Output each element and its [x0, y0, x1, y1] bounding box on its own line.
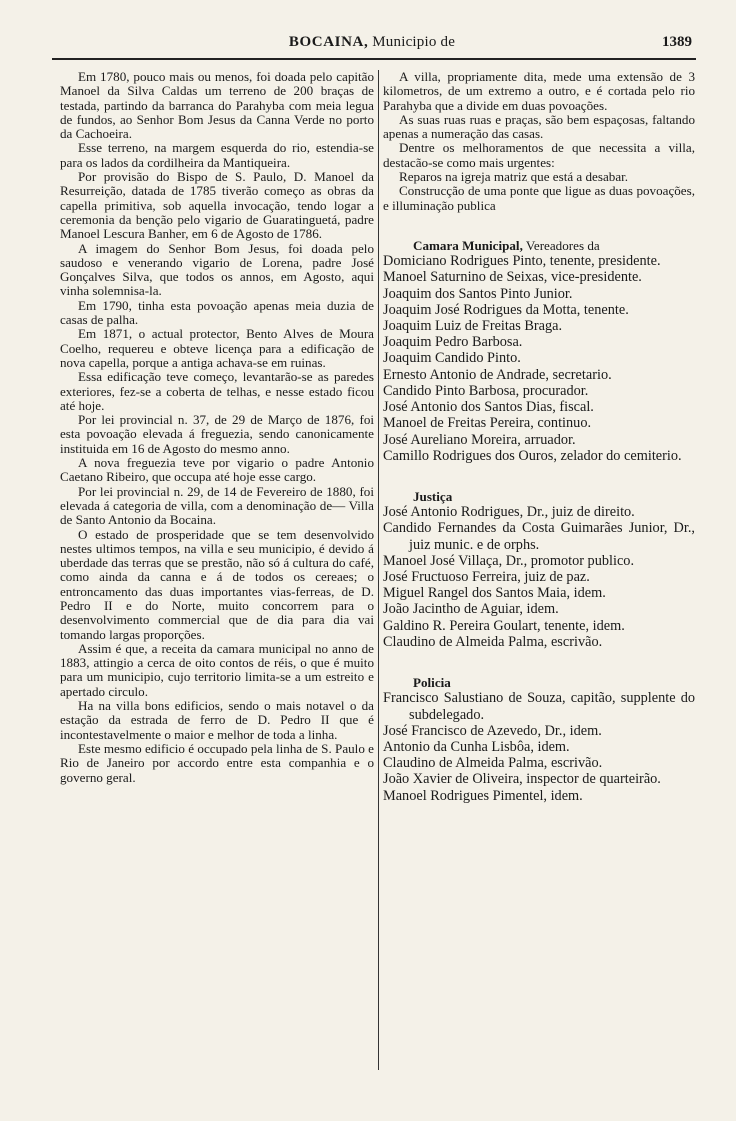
- paragraph: A imagem do Senhor Bom Jesus, foi doada pelo saudoso e venerando vigario de Lorena, padre José Gonçalves Silva, que todos os annos, em Agosto, aqui vinha solemnisa-la.: [60, 240, 374, 299]
- paragraph: Ha na villa bons edificios, sendo o mais notavel o da estação da estrada de ferro de D. Pedro II que é incontestavelmente o maior e melhor de toda a linha.: [60, 698, 374, 742]
- title-place: BOCAINA,: [288, 34, 369, 50]
- camara-heading-rest: Vereadores da: [522, 237, 600, 253]
- list-item: José Aureliano Moreira, arruador.: [383, 431, 576, 448]
- justica-heading-text: Justiça: [413, 488, 453, 504]
- list-item: José Antonio Rodrigues, Dr., juiz de direito.: [383, 504, 635, 521]
- right-column: [383, 70, 695, 804]
- list-item: João Jacintho de Aguiar, idem.: [383, 601, 559, 618]
- justica-members: [383, 504, 695, 650]
- paragraph: A nova freguezia teve por vigario o padre Antonio Caetano Ribeiro, que occupa até hoje esse cargo.: [60, 455, 374, 485]
- list-item: Claudino de Almeida Palma, escrivão.: [383, 755, 603, 772]
- list-item: José Fructuoso Ferreira, juiz de paz.: [383, 569, 590, 586]
- list-item: Manoel de Freitas Pereira, continuo.: [383, 415, 592, 432]
- list-item: João Xavier de Oliveira, inspector de quarteirão.: [383, 771, 661, 788]
- paragraph: Por provisão do Bispo de S. Paulo, D. Manoel da Resurreição, datada de 1785 tiverão começo as obras da capella primitiva, sob aquella invocação, tendo logar a ceremonia da benção pelo vigario de Guaratinguetá, padre Manoel Lescura Banher, em 6 de Agosto de 1786.: [60, 169, 374, 242]
- list-item: Joaquim dos Santos Pinto Junior.: [383, 285, 573, 302]
- paragraph: Em 1780, pouco mais ou menos, foi doada pelo capitão Manoel da Silva Caldas um terreno de 200 braças de testada, partindo da barranca do Parahyba com meia legua de fundos, ao Senhor Bom Jesus da Canna Verde no porto da Cachoeira.: [60, 69, 374, 142]
- list-item: Joaquim Pedro Barbosa.: [383, 334, 523, 351]
- list-item: Joaquim Luiz de Freitas Braga.: [383, 318, 563, 335]
- paragraph: Em 1790, tinha esta povoação apenas meia duzia de casas de palha.: [60, 297, 374, 328]
- list-item: Manoel Saturnino de Seixas, vice-presidente.: [383, 269, 642, 286]
- list-item: Claudino de Almeida Palma, escrivão.: [383, 633, 603, 650]
- paragraph: Por lei provincial n. 37, de 29 de Março de 1876, foi esta povoação elevada á freguezia, sendo canonicamente instituida em 16 de Agosto do mesmo anno.: [60, 412, 374, 456]
- paragraph: Por lei provincial n. 29, de 14 de Fevereiro de 1880, foi elevada á categoria de villa, com a denominação de— Villa de Santo Antonio da Bocaina.: [60, 483, 374, 528]
- paragraph: Construcção de uma ponte que ligue as duas povoações, e illuminação publica: [383, 183, 695, 213]
- camara-heading: [383, 239, 695, 253]
- camara-heading-bold: Camara Municipal,: [413, 237, 523, 253]
- paragraph: A villa, propriamente dita, mede uma extensão de 3 kilometros, de um extremo a outro, e é cortada pelo rio Parahyba que a divide em duas povoações.: [383, 69, 695, 113]
- list-item: Domiciano Rodrigues Pinto, tenente, presidente.: [383, 253, 661, 270]
- list-item: Joaquim José Rodrigues da Motta, tenente.: [383, 301, 629, 318]
- list-item: Camillo Rodrigues dos Ouros, zelador do cemiterio.: [383, 447, 682, 464]
- page-number: 1389: [662, 34, 692, 50]
- list-item: José Francisco de Azevedo, Dr., idem.: [383, 722, 602, 739]
- header-rule: [52, 58, 696, 60]
- page-header: [52, 34, 692, 56]
- paragraph: Em 1871, o actual protector, Bento Alves de Moura Coelho, requereu e obteve licença para a edificação de nova capella, porque a antiga achava-se em ruinas.: [60, 326, 374, 370]
- list-item: Manoel Rodrigues Pimentel, idem.: [383, 787, 583, 804]
- list-item: Candido Fernandes da Costa Guimarães Junior, Dr., juiz munic. e de orphs.: [383, 520, 695, 553]
- list-item: Manoel José Villaça, Dr., promotor publico.: [383, 552, 635, 569]
- paragraph: Dentre os melhoramentos de que necessita a villa, destacão-se como mais urgentes:: [383, 140, 695, 170]
- list-item: Ernesto Antonio de Andrade, secretario.: [383, 366, 612, 383]
- list-item: Antonio da Cunha Lisbôa, idem.: [383, 738, 570, 755]
- justica-heading: [383, 490, 695, 504]
- policia-members: [383, 690, 695, 803]
- list-item: Francisco Salustiano de Souza, capitão, supplente do subdelegado.: [383, 690, 695, 723]
- camara-members: [383, 253, 695, 464]
- paragraph: As suas ruas ruas e praças, são bem espaçosas, faltando apenas a numeração das casas.: [383, 111, 695, 142]
- policia-heading-text: Policia: [413, 675, 451, 691]
- list-item: Joaquim Candido Pinto.: [383, 350, 521, 367]
- policia-heading: [383, 676, 695, 690]
- paragraph: Esse terreno, na margem esquerda do rio, estendia-se para os lados da cordilheira da Mantiqueira.: [60, 140, 374, 170]
- list-item: Candido Pinto Barbosa, procurador.: [383, 382, 589, 399]
- paragraph: Reparos na igreja matriz que está a desabar.: [399, 169, 629, 185]
- title-rest: Municipio de: [368, 34, 456, 50]
- paragraph: Essa edificação teve começo, levantarão-se as paredes exteriores, fez-se a coberta de telhas, e nesse estado ficou até hoje.: [60, 369, 374, 413]
- paragraph: Assim é que, a receita da camara municipal no anno de 1883, attingio a cerca de oito contos de réis, o que é muito para um municipio, cujo territorio limita-se a um estreito e apertado circulo.: [60, 640, 374, 699]
- list-item: José Antonio dos Santos Dias, fiscal.: [383, 399, 594, 416]
- column-divider: [378, 70, 379, 1070]
- paragraph: Este mesmo edificio é occupado pela linha de S. Paulo e Rio de Janeiro por accordo entre esta companhia e o governo geral.: [60, 740, 374, 785]
- left-column: [60, 70, 374, 785]
- list-item: Galdino R. Pereira Goulart, tenente, idem.: [383, 617, 625, 634]
- list-item: Miguel Rangel dos Santos Maia, idem.: [383, 585, 606, 602]
- running-title: [52, 34, 692, 51]
- paragraph: O estado de prosperidade que se tem desenvolvido nestes ultimos tempos, na villa e seu municipio, é devido á uberdade das terras que se prestão, não só á cultura do café, como ainda da canna e á de todos os cereaes; o entroncamento das duas importantes vias-ferreas, de D. Pedro II e do Norte, muito concorrem para o desenvolvimento commercial que de dia para dia vai tomando largas proporções.: [60, 526, 374, 642]
